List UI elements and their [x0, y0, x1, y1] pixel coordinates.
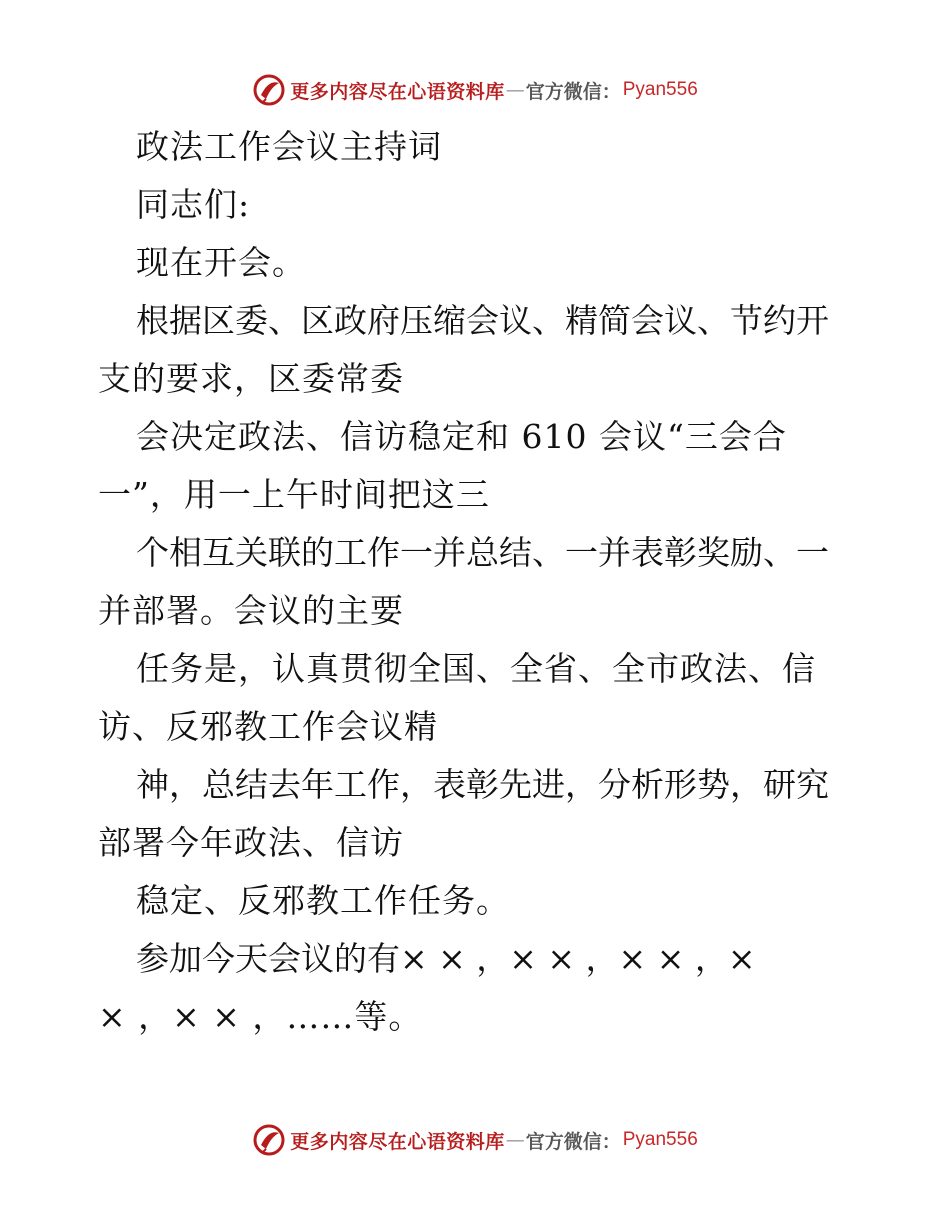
document-line: 并部署。会议的主要: [98, 591, 404, 630]
document-title: 政法工作会议主持词: [136, 127, 442, 166]
brand-logo-icon: [252, 1123, 286, 1157]
document-line: 支的要求，区委常委: [98, 359, 404, 398]
brand-logo-icon: [252, 73, 286, 107]
document-line: 稳定、反邪教工作任务。: [136, 881, 510, 920]
document-body: [98, 118, 858, 1046]
banner-brand-text: 更多内容尽在心语资料库: [290, 1130, 505, 1153]
document-line: 参加今天会议的有× × ，× × ，× × ，×: [136, 939, 756, 978]
document-line: 同志们:: [136, 185, 251, 224]
document-line: 神，总结去年工作，表彰先进，分析形势，研究: [136, 765, 829, 804]
document-line: 个相互关联的工作一并总结、一并表彰奖励、一: [136, 533, 829, 572]
banner-official-label: 官方微信：: [525, 1130, 621, 1153]
banner-official-label: 官方微信：: [525, 80, 621, 103]
document-line: 根据区委、区政府压缩会议、精简会议、节约开: [136, 301, 829, 340]
document-line: 现在开会。: [136, 243, 306, 282]
document-line: 访、反邪教工作会议精: [98, 707, 438, 746]
document-line: 会决定政法、信访稳定和 610 会议“三会合: [136, 417, 787, 456]
banner-dash: —: [505, 79, 525, 101]
banner-dash: —: [505, 1129, 525, 1151]
document-line: 部署今年政法、信访: [98, 823, 404, 862]
footer-banner: [0, 1122, 950, 1158]
banner-wechat-id: Pyan556: [622, 79, 698, 100]
document-line: × ，× × ，……等。: [98, 997, 423, 1036]
header-banner: [0, 72, 950, 108]
banner-wechat-id: Pyan556: [622, 1129, 698, 1150]
banner-brand-text: 更多内容尽在心语资料库: [290, 80, 505, 103]
document-line: 任务是，认真贯彻全国、全省、全市政法、信: [136, 649, 816, 688]
document-line: 一”，用一上午时间把这三: [98, 475, 490, 514]
